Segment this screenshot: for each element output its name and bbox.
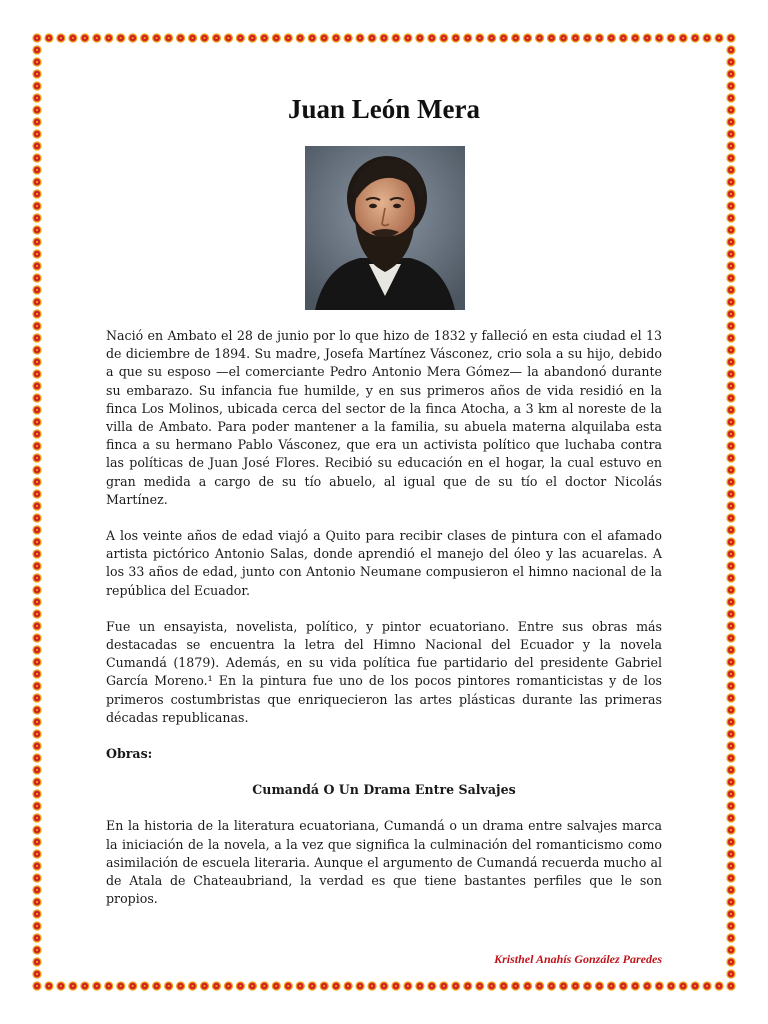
border-flower	[523, 981, 532, 990]
border-flower	[80, 33, 89, 42]
border-flower	[726, 501, 735, 510]
border-flower	[32, 141, 41, 150]
border-flower	[679, 981, 688, 990]
border-flower	[571, 981, 580, 990]
border-flower	[32, 105, 41, 114]
border-flower	[176, 981, 185, 990]
border-flower	[499, 981, 508, 990]
border-flower	[164, 33, 173, 42]
border-flower	[236, 981, 245, 990]
border-flower	[140, 33, 149, 42]
border-flower	[439, 981, 448, 990]
border-flower	[726, 909, 735, 918]
border-flower	[726, 717, 735, 726]
border-flower	[726, 837, 735, 846]
border-flower	[667, 981, 676, 990]
border-flower	[726, 213, 735, 222]
border-flower	[595, 981, 604, 990]
paragraph-birth: Nació en Ambato el 28 de junio por lo que hizo de 1832 y falleció en esta ciudad el 13 de diciembre de 1894. Su madre, Josefa Martínez Vásconez, crio sola a su hijo, debido a que su esposo —el comerciante Pedro Antonio Mera Gómez— la abandonó durante su embarazo. Su infancia fue humilde, y en sus primeros años de vida residió en la finca Los Molinos, ubicada cerca del sector de la finca Atocha, a 3 km al noreste de la villa de Ambato. Para poder mantener a la familia, su abuela materna alquilaba esta finca a su hermano Pablo Vásconez, que era un activista político que luchaba contra las políticas de Juan José Flores. Recibió su educación en el hogar, la cual estuvo en gran medida a cargo de su tío abuelo, al igual que de su tío el doctor Nicolás Martínez.	[106, 328, 662, 507]
border-flower	[32, 381, 41, 390]
border-flower	[726, 549, 735, 558]
border-flower	[511, 33, 520, 42]
border-flower	[726, 381, 735, 390]
border-flower	[535, 33, 544, 42]
border-flower	[726, 645, 735, 654]
border-flower	[32, 621, 41, 630]
border-flower	[726, 189, 735, 198]
border-flower	[188, 33, 197, 42]
border-flower	[32, 837, 41, 846]
works-heading: Obras:	[106, 746, 153, 762]
border-flower	[248, 33, 257, 42]
border-flower	[726, 297, 735, 306]
border-flower	[403, 33, 412, 42]
border-flower	[32, 537, 41, 546]
border-flower	[726, 105, 735, 114]
border-flower	[726, 969, 735, 978]
border-flower	[32, 753, 41, 762]
border-flower	[367, 33, 376, 42]
border-flower	[655, 981, 664, 990]
border-flower	[104, 981, 113, 990]
border-flower	[32, 897, 41, 906]
border-flower	[726, 657, 735, 666]
border-flower	[260, 981, 269, 990]
border-flower	[32, 153, 41, 162]
border-flower	[726, 417, 735, 426]
border-flower	[726, 693, 735, 702]
border-flower	[726, 777, 735, 786]
border-flower	[32, 81, 41, 90]
border-flower	[726, 57, 735, 66]
border-flower	[726, 177, 735, 186]
article-body	[106, 327, 662, 926]
border-flower	[726, 729, 735, 738]
border-flower	[726, 765, 735, 774]
border-flower	[260, 33, 269, 42]
border-flower	[631, 981, 640, 990]
page-title: Juan León Mera	[288, 94, 480, 124]
border-flower	[726, 849, 735, 858]
border-flower	[726, 165, 735, 174]
border-flower	[116, 33, 125, 42]
border-flower	[32, 789, 41, 798]
border-flower	[32, 453, 41, 462]
border-flower	[726, 225, 735, 234]
border-flower	[128, 33, 137, 42]
border-flower	[32, 213, 41, 222]
border-flower	[56, 33, 65, 42]
border-flower	[32, 513, 41, 522]
border-flower	[726, 813, 735, 822]
border-flower	[32, 117, 41, 126]
border-flower	[332, 33, 341, 42]
border-flower	[726, 93, 735, 102]
border-flower	[547, 33, 556, 42]
border-flower	[655, 33, 664, 42]
border-flower	[726, 921, 735, 930]
border-flower	[643, 981, 652, 990]
border-flower	[726, 153, 735, 162]
border-flower	[643, 33, 652, 42]
border-flower	[200, 981, 209, 990]
border-flower	[726, 69, 735, 78]
border-flower	[344, 33, 353, 42]
border-flower	[32, 933, 41, 942]
border-flower	[726, 621, 735, 630]
border-flower	[726, 141, 735, 150]
border-flower	[475, 981, 484, 990]
border-flower	[726, 429, 735, 438]
border-flower	[726, 321, 735, 330]
border-flower	[32, 909, 41, 918]
border-flower	[726, 477, 735, 486]
border-flower	[726, 261, 735, 270]
border-flower	[32, 393, 41, 402]
border-flower	[726, 273, 735, 282]
border-flower	[32, 861, 41, 870]
border-flower	[379, 33, 388, 42]
border-flower	[32, 309, 41, 318]
border-flower	[726, 333, 735, 342]
border-flower	[44, 981, 53, 990]
border-flower	[32, 705, 41, 714]
border-flower	[32, 465, 41, 474]
border-flower	[355, 981, 364, 990]
border-flower	[726, 705, 735, 714]
border-flower	[152, 33, 161, 42]
border-flower	[32, 681, 41, 690]
border-flower	[726, 33, 735, 42]
border-flower	[726, 201, 735, 210]
border-flower	[140, 981, 149, 990]
border-flower	[32, 249, 41, 258]
border-flower	[32, 741, 41, 750]
border-flower	[583, 33, 592, 42]
border-flower	[726, 753, 735, 762]
border-flower	[32, 177, 41, 186]
paragraph-quito: A los veinte años de edad viajó a Quito para recibir clases de pintura con el afamado artista pictórico Antonio Salas, donde aprendió el manejo del óleo y las acuarelas. A los 33 años de edad, junto con Antonio Neumane compusieron el himno nacional de la república del Ecuador.	[106, 528, 662, 598]
border-flower	[32, 777, 41, 786]
border-flower	[68, 981, 77, 990]
border-flower	[284, 33, 293, 42]
border-flower	[726, 441, 735, 450]
border-flower	[726, 873, 735, 882]
border-flower	[32, 849, 41, 858]
border-flower	[32, 297, 41, 306]
border-flower	[188, 981, 197, 990]
border-flower	[439, 33, 448, 42]
border-flower	[32, 345, 41, 354]
border-flower	[32, 573, 41, 582]
border-flower	[248, 981, 257, 990]
border-flower	[726, 237, 735, 246]
border-flower	[726, 609, 735, 618]
border-flower	[726, 981, 735, 990]
border-flower	[32, 765, 41, 774]
border-flower	[583, 981, 592, 990]
border-flower	[272, 33, 281, 42]
border-flower	[308, 981, 317, 990]
border-flower	[726, 345, 735, 354]
border-flower	[32, 501, 41, 510]
border-flower	[212, 33, 221, 42]
border-flower	[355, 33, 364, 42]
border-flower	[32, 633, 41, 642]
border-flower	[607, 33, 616, 42]
border-flower	[32, 33, 41, 42]
border-flower	[32, 69, 41, 78]
border-flower	[32, 969, 41, 978]
border-flower	[451, 33, 460, 42]
border-flower	[32, 45, 41, 54]
border-flower	[511, 981, 520, 990]
border-flower	[463, 981, 472, 990]
border-flower	[32, 801, 41, 810]
border-flower	[32, 825, 41, 834]
border-flower	[427, 981, 436, 990]
border-flower	[32, 657, 41, 666]
border-flower	[236, 33, 245, 42]
border-flower	[726, 309, 735, 318]
border-flower	[726, 129, 735, 138]
border-flower	[726, 393, 735, 402]
work-title: Cumandá O Un Drama Entre Salvajes	[252, 782, 516, 798]
border-flower	[726, 513, 735, 522]
border-flower	[702, 981, 711, 990]
border-flower	[32, 921, 41, 930]
border-flower	[200, 33, 209, 42]
border-flower	[32, 609, 41, 618]
border-flower	[68, 33, 77, 42]
border-flower	[415, 981, 424, 990]
border-flower	[32, 945, 41, 954]
border-flower	[691, 981, 700, 990]
border-flower	[320, 981, 329, 990]
border-flower	[32, 285, 41, 294]
border-flower	[32, 669, 41, 678]
border-flower	[559, 33, 568, 42]
border-flower	[379, 981, 388, 990]
border-flower	[726, 453, 735, 462]
border-flower	[463, 33, 472, 42]
border-flower	[726, 897, 735, 906]
border-flower	[726, 489, 735, 498]
border-flower	[32, 885, 41, 894]
border-flower	[475, 33, 484, 42]
paragraph-cumanda: En la historia de la literatura ecuatoriana, Cumandá o un drama entre salvajes marca la iniciación de la novela, a la vez que significa la culminación del romanticismo como asimilación de escuela literaria. Aunque el argumento de Cumandá recuerda mucho al de Atala de Chateaubriand, la verdad es que tiene bastantes perfiles que le son propios.	[106, 818, 662, 907]
border-flower	[32, 357, 41, 366]
border-flower	[726, 681, 735, 690]
border-flower	[164, 981, 173, 990]
border-flower	[32, 225, 41, 234]
portrait-image	[305, 146, 465, 310]
border-flower	[726, 789, 735, 798]
border-flower	[32, 261, 41, 270]
paragraph-career: Fue un ensayista, novelista, político, y pintor ecuatoriano. Entre sus obras más destacadas se encuentra la letra del Himno Nacional del Ecuador y la novela Cumandá (1879). Además, en su vida política fue partidario del presidente Gabriel García Moreno.¹ En la pintura fue uno de los pocos pintores romanticistas y de los primeros costumbristas que enriquecieron las artes plásticas durante las primeras décadas republicanas.	[106, 618, 662, 725]
border-flower	[296, 981, 305, 990]
border-flower	[176, 33, 185, 42]
border-flower	[344, 981, 353, 990]
border-flower	[32, 549, 41, 558]
border-flower	[726, 285, 735, 294]
border-flower	[619, 33, 628, 42]
border-flower	[32, 189, 41, 198]
border-flower	[32, 333, 41, 342]
border-flower	[726, 885, 735, 894]
border-flower	[726, 825, 735, 834]
border-flower	[415, 33, 424, 42]
border-flower	[32, 201, 41, 210]
border-flower	[212, 981, 221, 990]
border-flower	[726, 669, 735, 678]
border-flower	[487, 981, 496, 990]
border-flower	[32, 441, 41, 450]
border-flower	[367, 981, 376, 990]
border-flower	[56, 981, 65, 990]
border-flower	[726, 741, 735, 750]
border-flower	[726, 405, 735, 414]
border-flower	[32, 129, 41, 138]
border-flower	[320, 33, 329, 42]
border-flower	[726, 801, 735, 810]
border-flower	[726, 933, 735, 942]
border-flower	[571, 33, 580, 42]
border-flower	[667, 33, 676, 42]
border-flower	[32, 717, 41, 726]
border-flower	[726, 249, 735, 258]
border-flower	[296, 33, 305, 42]
border-flower	[32, 405, 41, 414]
border-flower	[32, 729, 41, 738]
border-flower	[619, 981, 628, 990]
border-flower	[726, 561, 735, 570]
border-flower	[284, 981, 293, 990]
border-flower	[32, 417, 41, 426]
border-flower	[726, 861, 735, 870]
border-flower	[391, 981, 400, 990]
border-flower	[702, 33, 711, 42]
border-flower	[726, 45, 735, 54]
border-flower	[679, 33, 688, 42]
border-flower	[32, 369, 41, 378]
border-flower	[32, 645, 41, 654]
border-flower	[32, 237, 41, 246]
border-flower	[726, 957, 735, 966]
border-flower	[308, 33, 317, 42]
border-flower	[631, 33, 640, 42]
border-flower	[272, 981, 281, 990]
border-flower	[32, 561, 41, 570]
border-flower	[451, 981, 460, 990]
border-flower	[128, 981, 137, 990]
border-flower	[726, 81, 735, 90]
border-flower	[116, 981, 125, 990]
border-flower	[32, 489, 41, 498]
border-flower	[726, 945, 735, 954]
border-flower	[32, 273, 41, 282]
border-flower	[80, 981, 89, 990]
border-flower	[332, 981, 341, 990]
border-flower	[32, 957, 41, 966]
border-flower	[726, 585, 735, 594]
border-flower	[32, 693, 41, 702]
border-flower	[691, 33, 700, 42]
border-flower	[92, 981, 101, 990]
border-flower	[32, 93, 41, 102]
border-flower	[726, 633, 735, 642]
border-flower	[32, 165, 41, 174]
border-flower	[391, 33, 400, 42]
border-flower	[44, 33, 53, 42]
border-flower	[726, 117, 735, 126]
border-flower	[547, 981, 556, 990]
border-flower	[726, 537, 735, 546]
border-flower	[487, 33, 496, 42]
border-flower	[32, 429, 41, 438]
border-flower	[32, 525, 41, 534]
border-flower	[726, 357, 735, 366]
border-flower	[92, 33, 101, 42]
border-flower	[32, 873, 41, 882]
border-flower	[535, 981, 544, 990]
border-flower	[726, 573, 735, 582]
author-signature: Kristhel Anahís González Paredes	[494, 952, 662, 966]
border-flower	[607, 981, 616, 990]
border-flower	[726, 369, 735, 378]
border-flower	[714, 33, 723, 42]
border-flower	[32, 981, 41, 990]
border-flower	[403, 981, 412, 990]
border-flower	[427, 33, 436, 42]
border-flower	[726, 465, 735, 474]
border-flower	[32, 813, 41, 822]
border-flower	[32, 477, 41, 486]
border-flower	[32, 321, 41, 330]
border-flower	[32, 57, 41, 66]
border-flower	[499, 33, 508, 42]
border-flower	[32, 597, 41, 606]
border-flower	[595, 33, 604, 42]
border-flower	[726, 525, 735, 534]
border-flower	[152, 981, 161, 990]
border-flower	[224, 981, 233, 990]
border-flower	[104, 33, 113, 42]
border-flower	[32, 585, 41, 594]
border-flower	[714, 981, 723, 990]
border-flower	[523, 33, 532, 42]
border-flower	[224, 33, 233, 42]
border-flower	[559, 981, 568, 990]
border-flower	[726, 597, 735, 606]
